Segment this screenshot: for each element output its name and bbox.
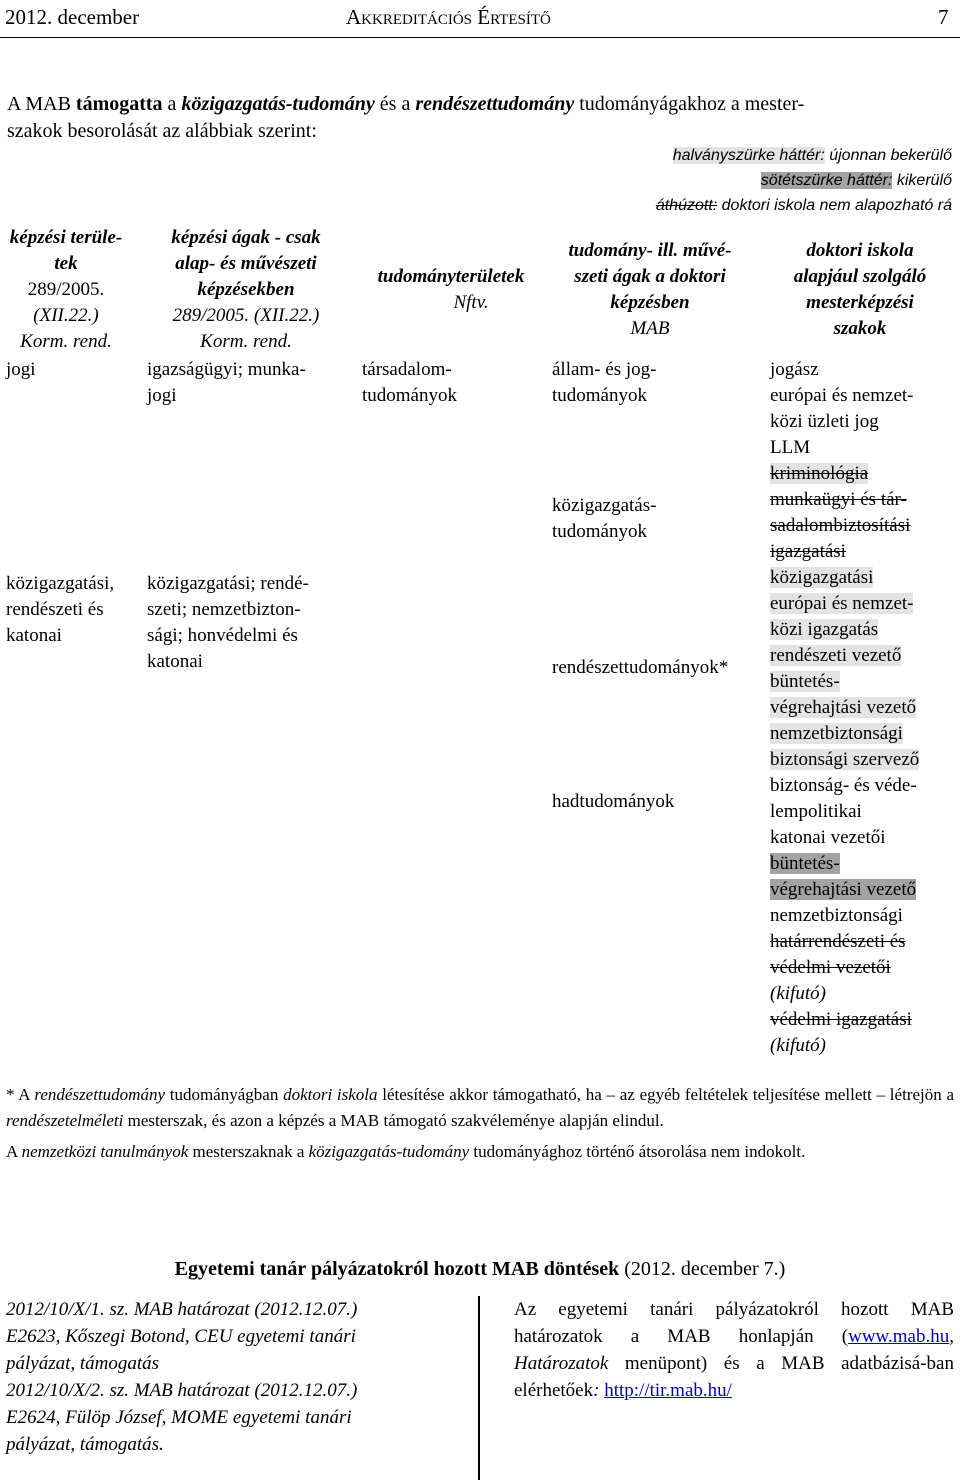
header-line: Nftv. (453, 292, 489, 313)
master-program-item (770, 825, 956, 851)
col5-list (770, 357, 956, 1059)
legend-light-label: halványszürke háttér: (672, 147, 825, 164)
footnote-emph: rendészettudomány (34, 1085, 165, 1104)
journal-title: Akkreditációs Értesítő (346, 5, 551, 29)
footnote-text: mesterszaknak a (188, 1142, 309, 1161)
footnote-emph: nemzetközi tanulmányok (21, 1142, 189, 1161)
master-program-text: európai és nemzet- (770, 593, 914, 614)
header-line: tek (54, 253, 78, 274)
section-title-date: (2012. december 7.) (619, 1258, 786, 1280)
master-program-text: lempolitikai (770, 801, 862, 822)
header-line: doktori iskola (806, 240, 914, 261)
header-line: szakok (833, 318, 887, 339)
cell-line: tudományok (552, 521, 647, 542)
header-line: Korm. rend. (20, 331, 112, 352)
master-program-item (770, 721, 956, 747)
col4-header (550, 238, 750, 342)
footnote-paragraph-1 (6, 1082, 954, 1134)
col1-row-kozig (6, 571, 114, 649)
decision-line: pályázat, támogatás (6, 1353, 160, 1374)
mab-website-link[interactable]: www.mab.hu (848, 1326, 950, 1347)
header-line: képzési ágak - csak (171, 227, 321, 248)
master-program-item (770, 747, 956, 773)
cell-line: közigazgatási; rendé- (147, 573, 309, 594)
intro-paragraph (7, 91, 955, 145)
footnote-emph: közigazgatás-tudomány (308, 1142, 470, 1161)
footnote-text: tudományágban (165, 1085, 284, 1104)
master-program-item (770, 1033, 956, 1059)
legend-light-value: újonnan bekerülő (824, 147, 952, 164)
cell-line: jogi (147, 385, 177, 406)
master-program-item (770, 513, 956, 539)
section-title (0, 1258, 960, 1281)
note-text: Az egyetemi tanári pályázatokról hozott MAB határozatok a MAB honlapján ( (514, 1299, 954, 1347)
master-program-text: kriminológia (770, 463, 869, 484)
master-program-text: európai és nemzet- (770, 385, 914, 406)
cell-line: állam- és jog- (552, 359, 657, 380)
decisions-note (514, 1296, 954, 1404)
page-number: 7 (938, 5, 949, 29)
header-line: tudomány- ill. művé- (568, 240, 732, 261)
footnote-paragraph-2 (6, 1139, 954, 1165)
footnote-text: mesterszak, és azon a képzés a MAB támogató szakvéleménye alapján elindul. (123, 1111, 664, 1130)
footnote-text: A (6, 1142, 22, 1161)
col3-row-tarsadalom (362, 357, 457, 409)
master-program-item (770, 487, 956, 513)
master-program-item (770, 929, 956, 955)
master-program-text: nemzetbiztonsági (770, 905, 903, 926)
master-program-item (770, 877, 956, 903)
cell-line: hadtudományok (552, 791, 675, 812)
master-program-item (770, 851, 956, 877)
intro-emph: közigazgatás-tudomány (181, 93, 375, 115)
master-program-text: büntetés- (770, 853, 840, 874)
header-rule (0, 37, 960, 38)
legend-dark-label: sötétszürke háttér: (760, 172, 893, 189)
header-line: képzésben (610, 292, 690, 313)
master-program-text: (kifutó) (770, 983, 826, 1004)
cell-line: közigazgatási, (6, 573, 115, 594)
section-title-bold: Egyetemi tanár pályázatokról hozott MAB döntések (174, 1258, 620, 1280)
col2-header (146, 225, 346, 355)
master-program-item (770, 773, 956, 799)
header-line: MAB (630, 318, 670, 339)
footnote (6, 1082, 954, 1165)
col4-row-allam (552, 357, 656, 409)
master-program-text: LLM (770, 437, 811, 458)
master-program-text: katonai vezetői (770, 827, 886, 848)
master-program-text: közi üzleti jog (770, 411, 879, 432)
cell-line: tudományok (362, 385, 457, 406)
master-program-text: biztonsági szervező (770, 749, 920, 770)
decision-line: 2012/10/X/2. sz. MAB határozat (2012.12.07.) (6, 1380, 358, 1401)
master-program-text: biztonság- és véde- (770, 775, 917, 796)
master-program-text: sadalombiztosítási (770, 515, 911, 536)
col2-row-jogi (147, 357, 306, 409)
master-program-item (770, 1007, 956, 1033)
note-text: , (949, 1326, 954, 1347)
footnote-text: tudományághoz történő átsorolása nem indokolt. (469, 1142, 806, 1161)
master-program-text: igazgatási (770, 541, 846, 562)
master-program-item (770, 695, 956, 721)
cell-line: sági; honvédelmi és (147, 625, 298, 646)
cell-line: katonai (147, 651, 203, 672)
cell-line: rendészettudományok* (552, 657, 729, 678)
header-line: szeti ágak a doktori (574, 266, 726, 287)
note-text: : (593, 1380, 605, 1401)
header-line: Korm. rend. (200, 331, 292, 352)
master-program-item (770, 409, 956, 435)
intro-text: tudományágakhoz a mester- (574, 93, 805, 115)
master-program-item (770, 435, 956, 461)
master-program-item (770, 591, 956, 617)
col1-row-jogi (6, 357, 36, 383)
col4-row-had (552, 789, 674, 815)
master-program-item (770, 539, 956, 565)
footnote-emph: rendészetelméleti (6, 1111, 124, 1130)
header-date: 2012. december (5, 5, 140, 29)
intro-emph: rendészettudomány (415, 93, 575, 115)
master-program-item (770, 799, 956, 825)
legend-strike-label: áthúzott: (655, 197, 718, 214)
cell-line: szeti; nemzetbizton- (147, 599, 301, 620)
intro-text: szakok besorolását az alábbiak szerint: (7, 120, 317, 142)
master-program-item (770, 617, 956, 643)
master-program-text: rendészeti vezető (770, 645, 902, 666)
master-program-text: munkaügyi és tár- (770, 489, 907, 510)
master-program-item (770, 903, 956, 929)
footnote-text: létesítése akkor támogatható, ha – az egyéb feltételek teljesítése mellett – létrejön a (377, 1085, 954, 1104)
decision-line: E2624, Fülöp József, MOME egyetemi tanári (6, 1407, 352, 1428)
master-program-text: határrendészeti és (770, 931, 906, 952)
cell-line: jogi (6, 359, 36, 380)
header-line: alap- és művészeti (175, 253, 317, 274)
header-line: képzésekben (197, 279, 295, 300)
col4-row-rendeszet (552, 655, 728, 681)
master-program-item (770, 357, 956, 383)
intro-text: és a (374, 93, 416, 115)
header-line: (XII.22.) (33, 305, 99, 326)
intro-emph: támogatta (75, 93, 163, 115)
header-line: alapjául szolgáló (793, 266, 927, 287)
footnote-text: * A (6, 1085, 35, 1104)
master-program-text: jogász (770, 359, 819, 380)
legend-strike-value: doktori iskola nem alapozható rá (717, 197, 952, 214)
intro-text: A MAB (7, 93, 76, 115)
header-line: tudományterületek (377, 266, 525, 287)
master-program-item (770, 981, 956, 1007)
decisions-list (6, 1296, 466, 1458)
note-text: menüpont) és a MAB adatbázisá-ban elérhetőek (514, 1353, 954, 1401)
master-program-item (770, 669, 956, 695)
master-program-item (770, 383, 956, 409)
master-program-item (770, 643, 956, 669)
cell-line: tudományok (552, 385, 647, 406)
master-program-item (770, 461, 956, 487)
master-program-text: végrehajtási vezető (770, 697, 917, 718)
header-line: 289/2005. (27, 279, 105, 300)
intro-text: a (162, 93, 182, 115)
cell-line: katonai (6, 625, 62, 646)
master-program-text: végrehajtási vezető (770, 879, 917, 900)
col5-header (765, 238, 955, 342)
header-line: 289/2005. (XII.22.) (172, 305, 320, 326)
tir-database-link[interactable]: http://tir.mab.hu/ (604, 1380, 732, 1401)
cell-line: rendészeti és (6, 599, 104, 620)
footnote-emph: doktori iskola (283, 1085, 378, 1104)
cell-line: társadalom- (362, 359, 452, 380)
cell-line: igazságügyi; munka- (147, 359, 306, 380)
master-program-text: (kifutó) (770, 1035, 826, 1056)
header-line: képzési terüle- (9, 227, 123, 248)
master-program-text: közi igazgatás (770, 619, 879, 640)
master-program-text: védelmi vezetői (770, 957, 891, 978)
legend-dark-value: kikerülő (892, 172, 952, 189)
note-emph: Határozatok (514, 1353, 609, 1374)
decision-line: pályázat, támogatás. (6, 1434, 164, 1455)
decision-line: 2012/10/X/1. sz. MAB határozat (2012.12.07.) (6, 1299, 358, 1320)
col2-row-kozig (147, 571, 309, 675)
master-program-text: közigazgatási (770, 567, 874, 588)
col1-header (4, 225, 128, 355)
col4-row-kozig (552, 493, 656, 545)
column-divider (478, 1296, 480, 1480)
master-program-text: védelmi igazgatási (770, 1009, 912, 1030)
cell-line: közigazgatás- (552, 495, 657, 516)
master-program-text: nemzetbiztonsági (770, 723, 903, 744)
col3-header (356, 264, 546, 316)
header-line: mesterképzési (806, 292, 914, 313)
decision-line: E2623, Kőszegi Botond, CEU egyetemi tanári (6, 1326, 356, 1347)
master-program-item (770, 565, 956, 591)
master-program-text: büntetés- (770, 671, 840, 692)
master-program-item (770, 955, 956, 981)
legend (656, 143, 952, 218)
